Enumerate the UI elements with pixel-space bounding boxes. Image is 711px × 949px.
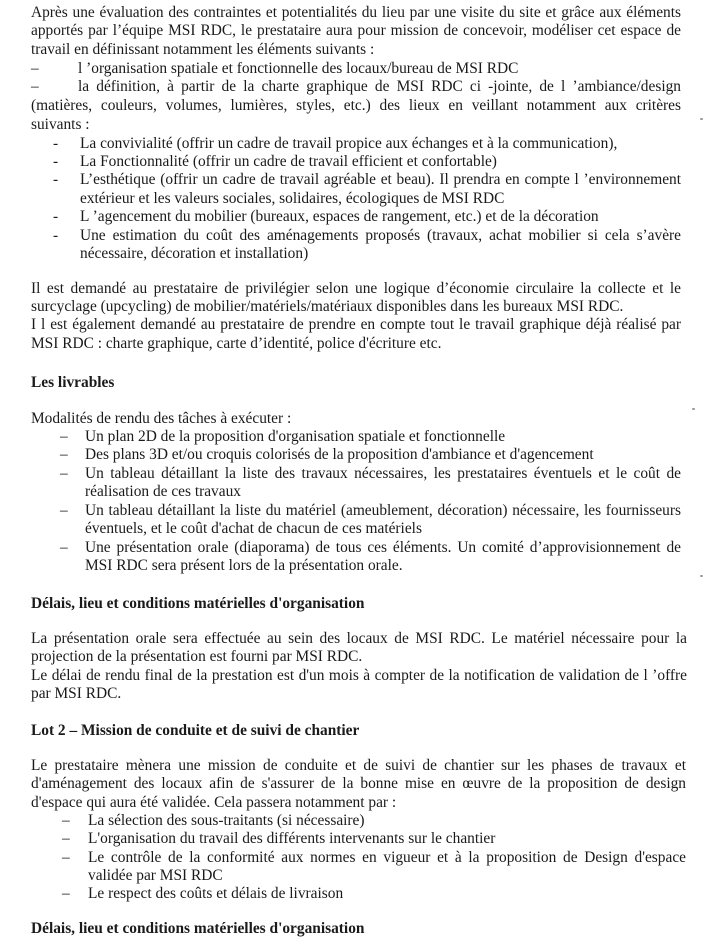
list-marker: – <box>60 446 68 463</box>
section-heading-delais-2: Délais, lieu et conditions matérielles d'organisation <box>31 920 365 937</box>
list-item-cont: nécessaire, décoration et installation) <box>80 245 309 262</box>
list-item: l ’organisation spatiale et fonctionnelle des locaux/bureau de MSI RDC <box>78 60 519 77</box>
list-item: La sélection des sous-traitants (si nécessaire) <box>88 812 365 829</box>
list-marker: – <box>31 60 39 77</box>
definition-cont-line-2: suivants : <box>31 116 90 133</box>
list-marker: - <box>53 153 59 170</box>
scan-speck <box>700 118 703 120</box>
list-marker: - <box>53 171 59 188</box>
intro-line-2: apportés par l’équipe MSI RDC, le prestataire aura pour mission de concevoir, modéliser cet espace de <box>31 22 681 39</box>
list-item: La Fonctionnalité (offrir un cadre de travail efficient et confortable) <box>80 153 497 170</box>
list-marker: – <box>62 849 70 866</box>
list-item: Une estimation du coût des aménagements proposés (travaux, achat mobilier si cela s’avère <box>80 227 681 244</box>
list-marker: - <box>53 135 59 152</box>
list-marker: – <box>62 830 70 847</box>
list-item: Une présentation orale (diaporama) de tous ces éléments. Un comité d’approvisionnement de <box>85 539 681 556</box>
livrables-intro: Modalités de rendu des tâches à exécuter : <box>31 410 292 427</box>
upcycling-line-4: MSI RDC : charte graphique, carte d’identité, police d'écriture etc. <box>31 335 442 352</box>
delais-line-2: projection de la présentation est fourni par MSI RDC. <box>31 648 363 665</box>
list-marker: – <box>31 78 39 95</box>
list-item: L'organisation du travail des différents intervenants sur le chantier <box>88 830 496 847</box>
upcycling-line-3: I l est également demandé au prestataire de prendre en compte tout le travail graphique déjà réalisé par <box>31 316 681 333</box>
list-item: L’esthétique (offrir un cadre de travail agréable et beau). Il prendra en compte l ’environnement <box>80 171 681 188</box>
list-item: la définition, à partir de la charte graphique de MSI RDC ci -jointe, de l ’ambiance/design <box>78 78 681 95</box>
list-item-cont: extérieur et les valeurs sociales, solidaires, écologiques de MSI RDC <box>80 190 505 207</box>
scan-speck <box>692 408 695 410</box>
list-marker: – <box>60 465 68 482</box>
list-item: Un plan 2D de la proposition d'organisation spatiale et fonctionnelle <box>85 428 506 445</box>
list-item-cont: validée par MSI RDC <box>88 867 223 884</box>
list-item: Le contrôle de la conformité aux normes en vigueur et à la proposition de Design d'espace <box>88 849 686 866</box>
list-marker: – <box>62 812 70 829</box>
list-marker: - <box>53 227 59 244</box>
list-item: Un tableau détaillant la liste du matériel (ameublement, décoration) nécessaire, les fournisseurs <box>85 502 681 519</box>
upcycling-line-1: Il est demandé au prestataire de privilégier selon une logique d’économie circulaire la collecte et le <box>31 280 681 297</box>
delais-line-3: Le délai de rendu final de la prestation est d'un mois à compter de la notification de validation de l ’offre <box>31 667 687 684</box>
section-heading-delais: Délais, lieu et conditions matérielles d'organisation <box>31 595 365 612</box>
list-item-cont: MSI RDC sera présent lors de la présentation orale. <box>85 557 403 574</box>
list-marker: – <box>62 885 70 902</box>
list-marker: – <box>60 502 68 519</box>
list-item-cont: réalisation de ces travaux <box>85 483 241 500</box>
list-marker: – <box>60 428 68 445</box>
list-item: L ’agencement du mobilier (bureaux, espaces de rangement, etc.) et de la décoration <box>80 208 599 225</box>
delais-line-4: par MSI RDC. <box>31 685 122 702</box>
list-marker: – <box>60 539 68 556</box>
list-item: Un tableau détaillant la liste des travaux nécessaires, les prestataires éventuels et le coût de <box>85 465 681 482</box>
scan-speck <box>700 575 703 577</box>
list-item: Le respect des coûts et délais de livraison <box>88 885 344 902</box>
lot2-line-3: d'espace qui aura été validée. Cela passera notamment par : <box>31 794 397 811</box>
list-item: La convivialité (offrir un cadre de travail propice aux échanges et à la communication), <box>80 135 618 152</box>
upcycling-line-2: surcyclage (upcycling) de mobilier/matériels/matériaux disponibles dans les bureaux MSI RDC. <box>31 298 624 315</box>
section-heading-livrables: Les livrables <box>31 374 115 391</box>
lot2-line-2: d'aménagement des locaux afin de s'assurer de la bonne mise en œuvre de la proposition de design <box>31 775 686 792</box>
intro-line-3: travail en définissant notamment les éléments suivants : <box>31 41 375 58</box>
list-item: Des plans 3D et/ou croquis colorisés de la proposition d'ambiance et d'agencement <box>85 446 594 463</box>
intro-line-1: Après une évaluation des contraintes et potentialités du lieu par une visite du site et grâce aux éléments <box>31 4 681 21</box>
section-heading-lot2: Lot 2 – Mission de conduite et de suivi de chantier <box>31 722 360 739</box>
list-item-cont: éventuels, et le coût d'achat de chacun de ces matériels <box>85 520 422 537</box>
definition-cont-line-1: (matières, couleurs, volumes, lumières, styles, etc.) des lieux en veillant notamment aux critères <box>31 97 681 114</box>
delais-line-1: La présentation orale sera effectuée au sein des locaux de MSI RDC. Le matériel nécessaire pour la <box>31 630 687 647</box>
list-marker: - <box>53 208 59 225</box>
lot2-line-1: Le prestataire mènera une mission de conduite et de suivi de chantier sur les phases de travaux et <box>31 757 686 774</box>
